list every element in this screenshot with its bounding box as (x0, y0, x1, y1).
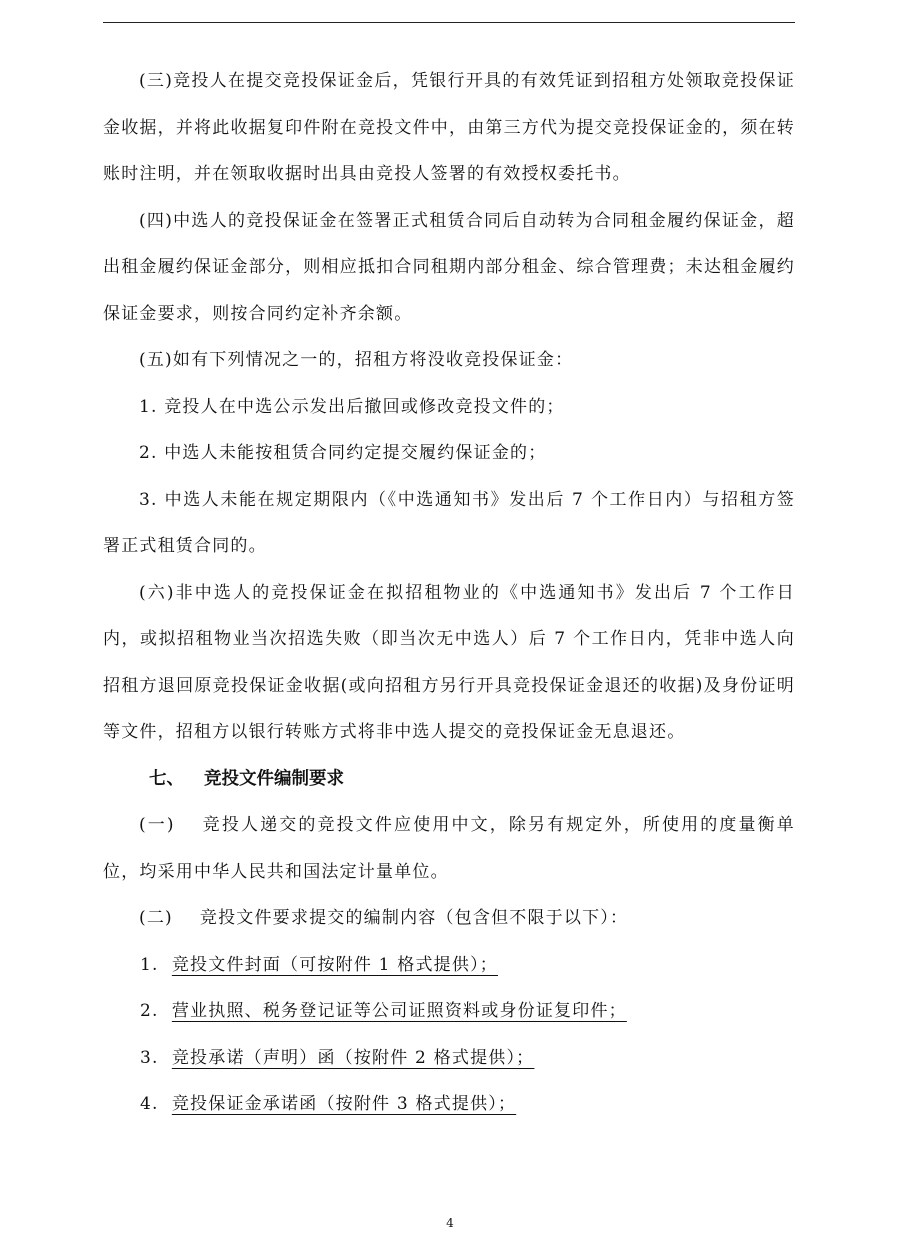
content-item-1 (103, 942, 795, 989)
subsection-2-text: 竞投文件要求提交的编制内容（包含但不限于以下）： (199, 908, 629, 928)
content-item-4-num: 4. (140, 1094, 159, 1114)
content-item-4 (103, 1081, 795, 1128)
subsection-1-text: 竞投人递交的竞投文件应使用中文，除另有规定外，所使用的度量衡单位，均采用中华人民共和国法定计量单位。 (103, 815, 795, 882)
content-item-2-num: 2. (140, 1001, 159, 1021)
paragraph-5: (五)如有下列情况之一的，招租方将没收竞投保证金： (139, 350, 574, 370)
forfeit-item-3: 3. 中选人未能在规定期限内（《中选通知书》发出后 7 个工作日内）与招租方签署正式租赁合同的。 (103, 489, 795, 556)
paragraph-6: (六)非中选人的竞投保证金在拟招租物业的《中选通知书》发出后 7 个工作日内，或拟招租物业当次招选失败（即当次无中选人）后 7 个工作日内，凭非中选人向招租方退回原竞投保证金收据(或向招租方另行开具竞投保证金退还的收据)及身份证明等文件，招租方以银行转账方式将非中选人提交的竞投保证金无息退还。 (103, 582, 795, 742)
content-item-4-text: 竞投保证金承诺函（按附件 3 格式提供）； (171, 1094, 517, 1114)
content-item-1-num: 1. (140, 954, 159, 975)
content-item-1-text: 竞投文件封面（可按附件 1 格式提供）； (171, 954, 498, 975)
subsection-2-label: (二) (139, 908, 173, 928)
content-item-3-text: 竞投承诺（声明）函（按附件 2 格式提供）； (171, 1047, 535, 1068)
content-item-2-text: 营业执照、税务登记证等公司证照资料或身份证复印件； (171, 1001, 627, 1021)
subsection-2 (103, 895, 795, 942)
document-body (103, 58, 795, 1128)
section-title: 竞投文件编制要求 (204, 768, 344, 789)
forfeit-item-1: 1. 竞投人在中选公示发出后撤回或修改竞投文件的； (139, 396, 565, 417)
subsection-1 (103, 802, 795, 895)
content-item-3-num: 3. (140, 1047, 159, 1068)
paragraph-3: (三)竞投人在提交竞投保证金后，凭银行开具的有效凭证到招租方处领取竞投保证金收据，并将此收据复印件附在竞投文件中，由第三方代为提交竞投保证金的，须在转账时注明，并在领取收据时出具由竞投人签署的有效授权委托书。 (103, 71, 795, 184)
forfeit-item-2: 2. 中选人未能按租赁合同约定提交履约保证金的； (139, 443, 547, 463)
section-heading (103, 756, 795, 803)
paragraph-4: (四)中选人的竞投保证金在签署正式租赁合同后自动转为合同租金履约保证金，超出租金履约保证金部分，则相应抵扣合同租期内部分租金、综合管理费；未达租金履约保证金要求，则按合同约定补齐余额。 (103, 210, 795, 324)
content-item-3 (103, 1035, 795, 1082)
header-rule (103, 22, 795, 23)
page-number: 4 (446, 1216, 454, 1230)
subsection-1-label: (一) (139, 815, 175, 835)
section-number: 七、 (149, 768, 184, 789)
content-item-2 (103, 988, 795, 1035)
